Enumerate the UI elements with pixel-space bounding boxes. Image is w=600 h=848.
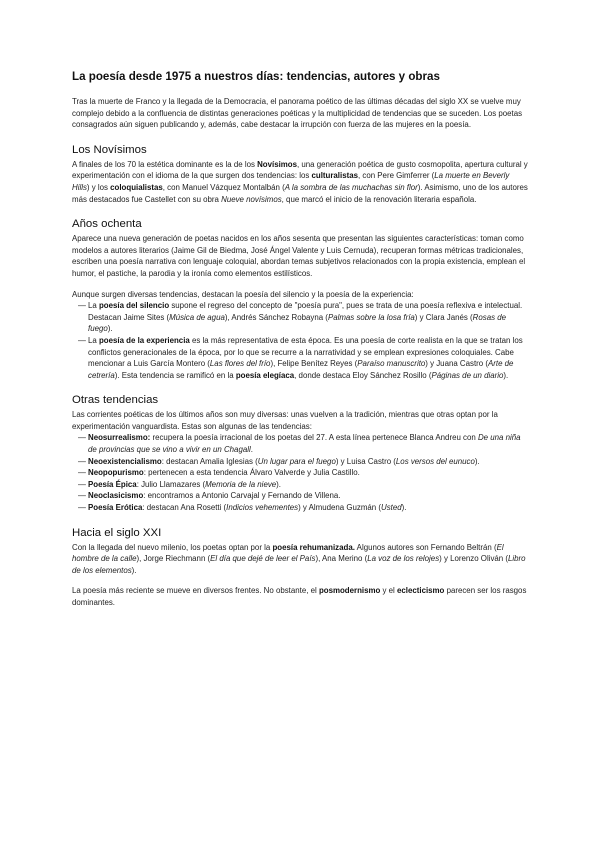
ochenta-paragraph-2: Aunque surgen diversas tendencias, destacan la poesía del silencio y la poesía de la experiencia: xyxy=(72,289,414,299)
siglo-xxi-paragraph: Con la llegada del nuevo milenio, los poetas optan por la poesía rehumanizada. Algunos autores son Fernando Beltrán (El hombre de la calle), Jorge Riechmann (El día que dejé de leer el País), Ana Merino (La voz de los relojes) y Lorenzo Oliván (Libro de los elementos). xyxy=(72,542,526,575)
list-item-poesia-erotica: — Poesía Erótica: destacan Ana Rosetti (Indicios vehementes) y Almudena Guzmán (Usted). xyxy=(78,503,407,513)
ochenta-paragraph-1: Aparece una nueva generación de poetas nacidos en los años sesenta que presentan las siguientes características: toman como modelos a autores literarios (Jaime Gil de Biedma, José Ángel Valente y Luis Cernuda), recuperan formas métricas tradicionales, escriben una poesía narrativa con lenguaje coloquial, abordan temas subjetivos relacionados con la propia existencia, emplean el humor, el pastiche, la parodia y la ironía como elementos estilísticos. xyxy=(72,234,526,278)
list-item-poesia-experiencia: — La poesía de la experiencia es la más representativa de esta época. Es una poesía de corte realista en la que se tratan los conflictos generacionales de la época, por lo que se recurre a la narratividad y se emplean expresiones coloquiales. Cabe mencionar a Luis García Montero (Las flores del frío), Felipe Benítez Reyes (Paraíso manuscrito) y Juana Castro (Arte de cetrería). Esta tendencia se ramificó en la poesía elegíaca, donde destaca Eloy Sánchez Rosillo (Páginas de un diario). xyxy=(78,335,523,380)
list-item-neosurrealismo: — Neosurrealismo: recupera la poesía irracional de los poetas del 27. A esta línea pertenece Blanca Andreu con De una niña de provincias que se vino a vivir en un Chagall. xyxy=(78,433,521,455)
document-title: La poesía desde 1975 a nuestros días: tendencias, autores y obras xyxy=(72,70,440,83)
heading-otras-tendencias: Otras tendencias xyxy=(72,394,159,407)
novisimos-paragraph: A finales de los 70 la estética dominante es la de los Novísimos, una generación poética de gusto cosmopolita, apertura cultural y experimentación con el idioma de la que surgen dos tendencias: los culturalistas, con Pere Gimferrer (La muerte en Beverly Hills) y los coloquialistas, con Manuel Vázquez Montalbán (A la sombra de las muchachas sin flor). Asimismo, uno de los autores más destacados fue Castellet con su obra Nueve novísimos, que marcó el inicio de la renovación literaria española. xyxy=(72,159,528,204)
list-item-neoexistencialismo: — Neoexistencialismo: destacan Amalia Iglesias (Un lugar para el fuego) y Luisa Castro (Los versos del eunuco). xyxy=(78,456,480,466)
heading-novisimos: Los Novísimos xyxy=(72,143,147,156)
intro-paragraph: Tras la muerte de Franco y la llegada de la Democracia, el panorama poético de las últimas décadas del siglo XX se vuelve muy complejo debido a la confluencia de distintas generaciones poéticas y la multiplicidad de tendencias que se suceden. Los poetas consagrados aún siguen publicando y, además, cabe destacar la irrupción con fuerza de las mujeres en la poesía. xyxy=(72,97,523,130)
heading-anos-ochenta: Años ochenta xyxy=(72,218,142,231)
otras-tendencias-list xyxy=(72,432,528,513)
list-item-poesia-silencio: — La poesía del silencio supone el regreso del concepto de "poesía pura", pues se trata de una poesía reflexiva e intelectual. Destacan Jaime Sites (Música de agua), Andrés Sánchez Robayna (Palmas sobre la losa fría) y Clara Janés (Rosas de fuego). xyxy=(78,301,523,334)
closing-paragraph: La poesía más reciente se mueve en diversos frentes. No obstante, el posmodernismo y el eclecticismo parecen ser los rasgos dominantes. xyxy=(72,586,527,607)
heading-siglo-xxi: Hacia el siglo XXI xyxy=(72,526,162,539)
list-item-neopopurismo: — Neopopurismo: pertenecen a esta tendencia Álvaro Valverde y Julia Castillo. xyxy=(78,468,360,478)
list-item-poesia-epica: — Poesía Épica: Julio Llamazares (Memoria de la nieve). xyxy=(78,479,281,489)
document-page xyxy=(72,70,528,609)
ochenta-tendencies-list xyxy=(72,300,528,381)
otras-intro-paragraph: Las corrientes poéticas de los últimos años son muy diversas: unas vuelven a la tradición, mientras que otras optan por la experimentación vanguardista. Estas son algunas de las tendencias: xyxy=(72,410,498,431)
list-item-neoclasicismo: — Neoclasicismo: encontramos a Antonio Carvajal y Fernando de Villena. xyxy=(78,491,341,501)
